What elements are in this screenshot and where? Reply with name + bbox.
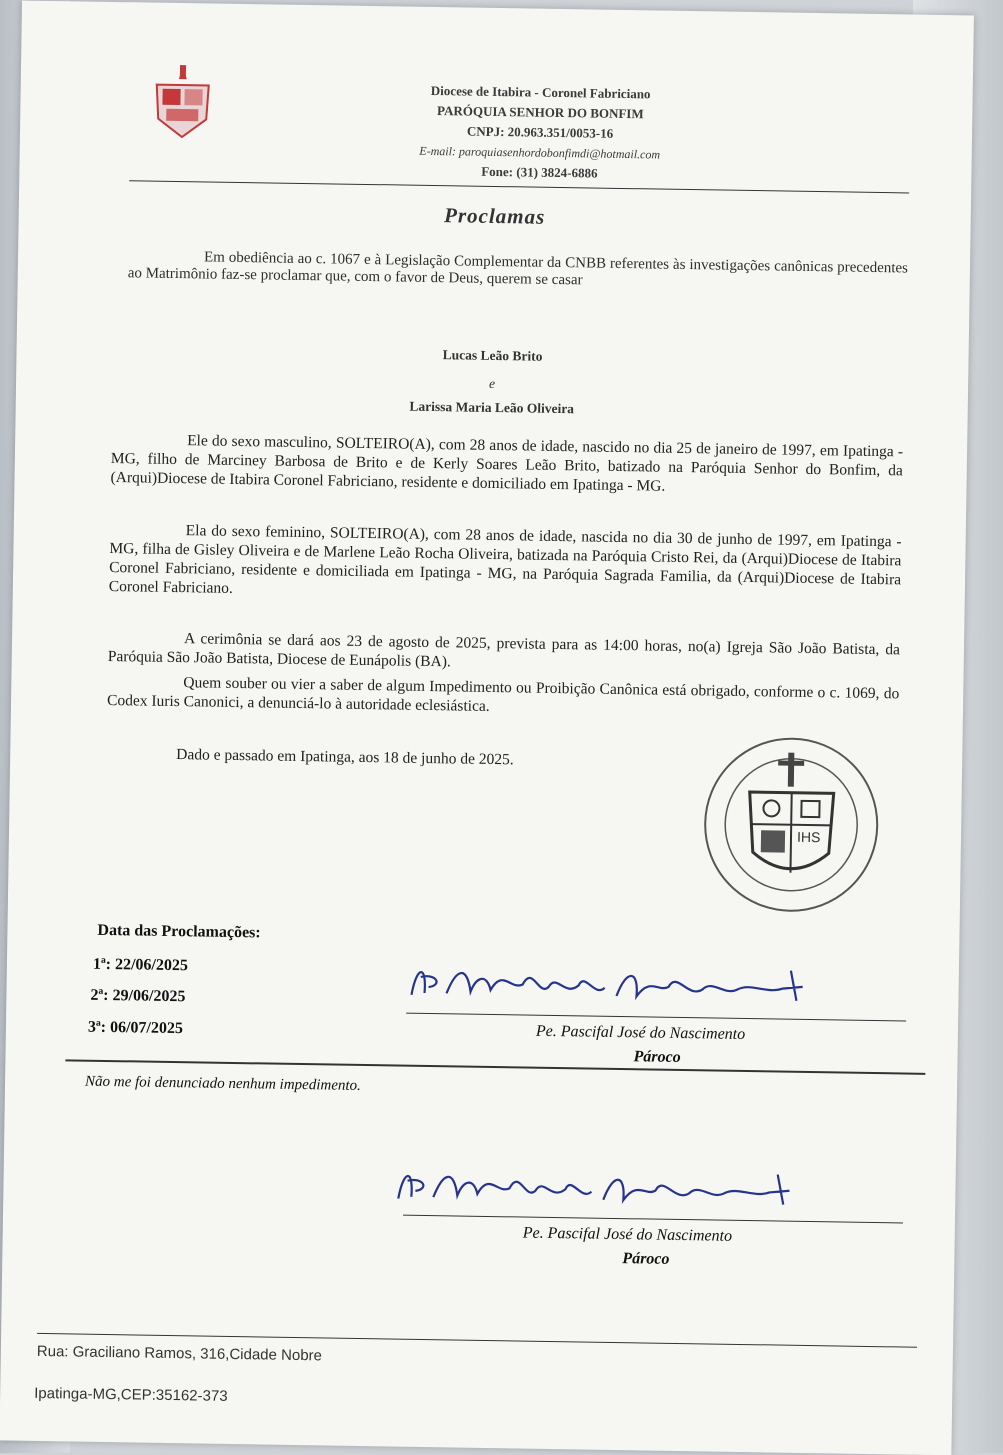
cnpj-line: CNPJ: 20.963.351/0053-16 [466,123,614,141]
section-divider [65,1059,925,1075]
footer-street: Rua: Graciliano Ramos, 316,Cidade Nobre [36,1342,323,1365]
letterhead [259,78,821,187]
signature-line-1 [406,1013,906,1022]
email-line: E-mail: paroquiasenhordobonfimdi@hotmail.com [419,143,661,162]
ordinal: 3ª: [87,1018,107,1036]
date: 29/06/2025 [112,987,186,1006]
bride-name: Larissa Maria Leão Oliveira [409,398,575,417]
proclamation-date-2 [90,987,185,1006]
signatory-name-1: Pe. Pascifal José do Nascimento [535,1022,746,1044]
proclamation-date-3 [88,1019,183,1038]
parish-seal [698,731,885,918]
conjunction: e [488,375,496,391]
ordinal: 1ª: [92,955,112,974]
parish-logo-icon [150,65,215,146]
groom-paragraph: Ele do sexo masculino, SOLTEIRO(A), com 28 anos de idade, nascido no dia 25 de janeiro de 1997, em Ipatinga - MG, filho de Marciney Barbosa de Brito e de Kerly Soares Leão Brito, batizado na Paróquia Senhor do Bonfim, da (Arqui)Diocese de Itabira Coronel Fabriciano, residente e domiciliado em Ipatinga - MG. [110,432,904,495]
signatory-role-1: Pároco [633,1048,681,1066]
bride-paragraph: Ela do sexo feminino, SOLTEIRO(A), com 28 anos de idade, nascida no dia 30 de junho de 1997, em Ipatinga - MG, filha de Gisley Oliveira e de Marlene Leão Rocha Oliveira, batizada na Paróquia Cristo Rei, da (Arqui)Diocese de Itabira Coronel Fabriciano, residente e domiciliada em Ipatinga - MG, na Paróquia Sagrada Familia, da (Arqui)Diocese de Itabira Coronel Fabriciano. [108,522,902,597]
date: 22/06/2025 [114,956,189,975]
impediment-paragraph: Quem souber ou vier a saber de algum Impedimento ou Proibição Canônica está obrigado, conforme o c. 1069, do Codex Iuris Canonici, a denunciá-lo à autoridade eclesiástica. [106,674,900,715]
proclamations-label: Data das Proclamações: [97,921,261,942]
dated-line: Dado e passado em Ipatinga, aos 18 de junho de 2025. [176,746,514,769]
signatory-name-2: Pe. Pascifal José do Nascimento [522,1224,733,1245]
diocese-line: Diocese de Itabira - Coronel Fabriciano [430,82,651,102]
parish-line: PARÓQUIA SENHOR DO BONFIM [436,103,644,122]
handwritten-signature-1 [406,955,827,1017]
groom-name: Lucas Leão Brito [442,347,543,364]
ordinal: 2ª: [90,986,109,1005]
seal-center-text: IHS [796,828,821,846]
intro-paragraph: Em obediência ao c. 1067 e à Legislação Complementar da CNBB referentes às investigações canônicas precedentes ao Matrimônio faz-se proclamar que, com o favor de Deus, querem se casar [127,249,909,289]
signatory-role-2: Pároco [622,1250,670,1268]
ceremony-paragraph: A cerimônia se dará aos 23 de agosto de 2025, prevista para as 14:00 horas, no(a) Igreja São João Batista, da Paróquia São João Batista, Diocese de Eunápolis (BA). [107,630,901,671]
footer-city: Ipatinga-MG,CEP:35162-373 [34,1384,228,1405]
no-impediment-note: Não me foi denunciado nenhum impedimento. [84,1073,361,1094]
phone-line: Fone: (31) 3824-6886 [481,163,598,181]
handwritten-signature-2 [393,1159,814,1221]
date: 06/07/2025 [109,1019,184,1038]
proclamation-date-1 [93,956,188,975]
document-page [0,1,974,1455]
document-title: Proclamas [443,203,546,229]
